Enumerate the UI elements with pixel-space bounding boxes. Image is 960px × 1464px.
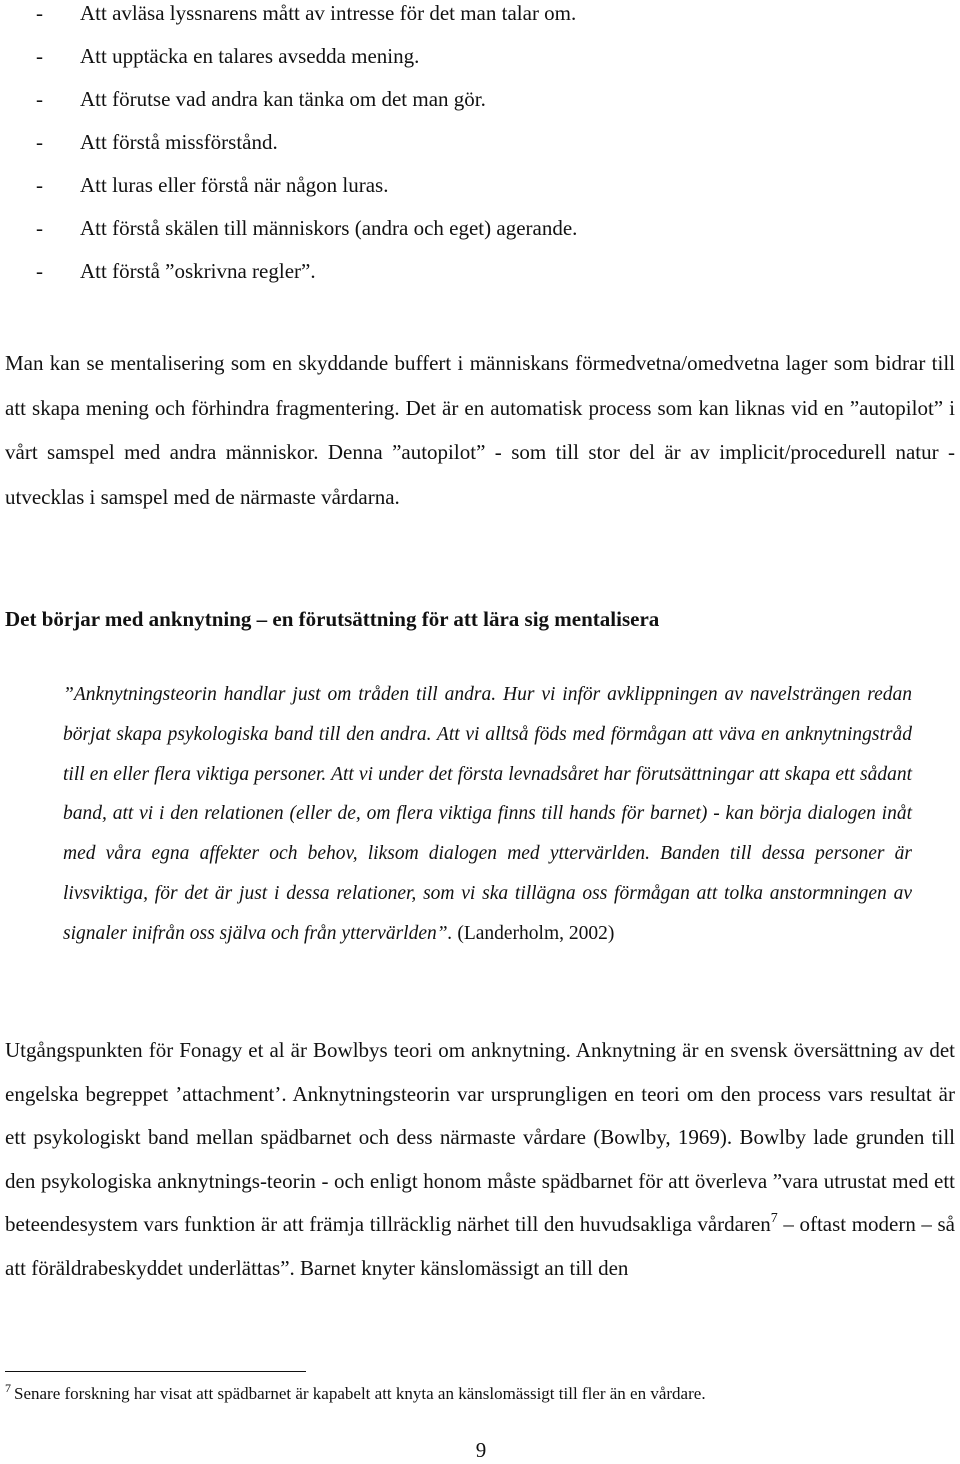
- list-item: [36, 129, 936, 172]
- quote-text: ”Anknytningsteorin handlar just om tråden till andra. Hur vi inför avklippningen av navelsträngen redan börjat skapa psykologiska band till den andra. Att vi alltså föds med förmågan att väva en anknytningstråd till en eller flera viktiga personer. Att vi under det första levnadsåret har förutsättningar att skapa ett sådant band, att vi i den relationen (eller de, om flera viktiga finns till hands för barnet) - kan börja dialogen inåt med våra egna affekter och behov, liksom dialogen med yttervärlden. Banden till dessa personer är livsviktiga, för det är just i dessa relationer, som vi ska tillägna oss förmågan att tolka anstormningen av signaler inifrån oss själva och från yttervärlden”.: [63, 684, 912, 944]
- list-dash: -: [36, 130, 43, 154]
- section-heading: Det börjar med anknytning – en förutsättning för att lära sig mentalisera: [5, 607, 660, 631]
- list-dash: -: [36, 1, 43, 25]
- footnote-divider: [5, 1371, 306, 1372]
- page-number: 9: [475, 1438, 487, 1462]
- list-dash: -: [36, 87, 43, 111]
- footnote-reference: 7: [770, 1211, 778, 1227]
- list-item-text: Att förutse vad andra kan tänka om det man gör.: [80, 87, 486, 111]
- quote-citation: (Landerholm, 2002): [452, 922, 615, 944]
- list-item-text: Att förstå skälen till människors (andra och eget) agerande.: [80, 216, 578, 240]
- footnote-marker: 7: [5, 1381, 11, 1395]
- list-item-text: Att förstå missförstånd.: [80, 130, 278, 154]
- paragraph-anknytning: [5, 1029, 955, 1291]
- paragraph-text: Utgångspunkten för Fonagy et al är Bowlbys teori om anknytning. Anknytning är en svensk översättning av det engelska begreppet ’attachment’. Anknytningsteorin var ursprungligen en teori om den process vars resultat är ett psykologiskt band mellan spädbarnet och dess närmaste vårdare (Bowlby, 1969). Bowlby lade grunden till den psykologiska anknytnings-teorin - och enligt honom måste spädbarnet för att överleva ”vara utrustat med ett beteendesystem vars funktion är att främja tillräcklig närhet till den huvudsakliga vårdaren: [5, 1038, 955, 1237]
- list-item: [36, 86, 936, 129]
- list-item: [36, 215, 936, 258]
- list-dash: -: [36, 173, 43, 197]
- paragraph-text-continued: – oftast modern – så att föräldrabeskyddet underlättas”. Barnet knyter känslomässigt an till den: [5, 1212, 955, 1280]
- footnote: [5, 1382, 945, 1406]
- list-item: [36, 172, 936, 215]
- list-item: [36, 43, 936, 86]
- list-item-text: Att avläsa lyssnarens mått av intresse för det man talar om.: [80, 1, 577, 25]
- list-dash: -: [36, 44, 43, 68]
- list-item-text: Att förstå ”oskrivna regler”.: [80, 259, 316, 283]
- list-dash: -: [36, 216, 43, 240]
- footnote-text: Senare forskning har visat att spädbarnet är kapabelt att knyta an känslomässigt till fler än en vårdare.: [14, 1384, 706, 1403]
- list-item: [36, 0, 936, 43]
- list-dash: -: [36, 259, 43, 283]
- paragraph-mentalisering: Man kan se mentalisering som en skyddande buffert i människans förmedvetna/omedvetna lager som bidrar till att skapa mening och förhindra fragmentering. Det är en automatisk process som kan liknas vid en ”autopilot” i vårt samspel med andra människor. Denna ”autopilot” - som till stor del är av implicit/procedurell natur - utvecklas i samspel med de närmaste vårdarna.: [5, 351, 955, 509]
- bullet-list: [36, 0, 936, 301]
- list-item-text: Att upptäcka en talares avsedda mening.: [80, 44, 420, 68]
- list-item-text: Att luras eller förstå när någon luras.: [80, 173, 389, 197]
- block-quote: [63, 675, 912, 954]
- list-item: [36, 258, 936, 301]
